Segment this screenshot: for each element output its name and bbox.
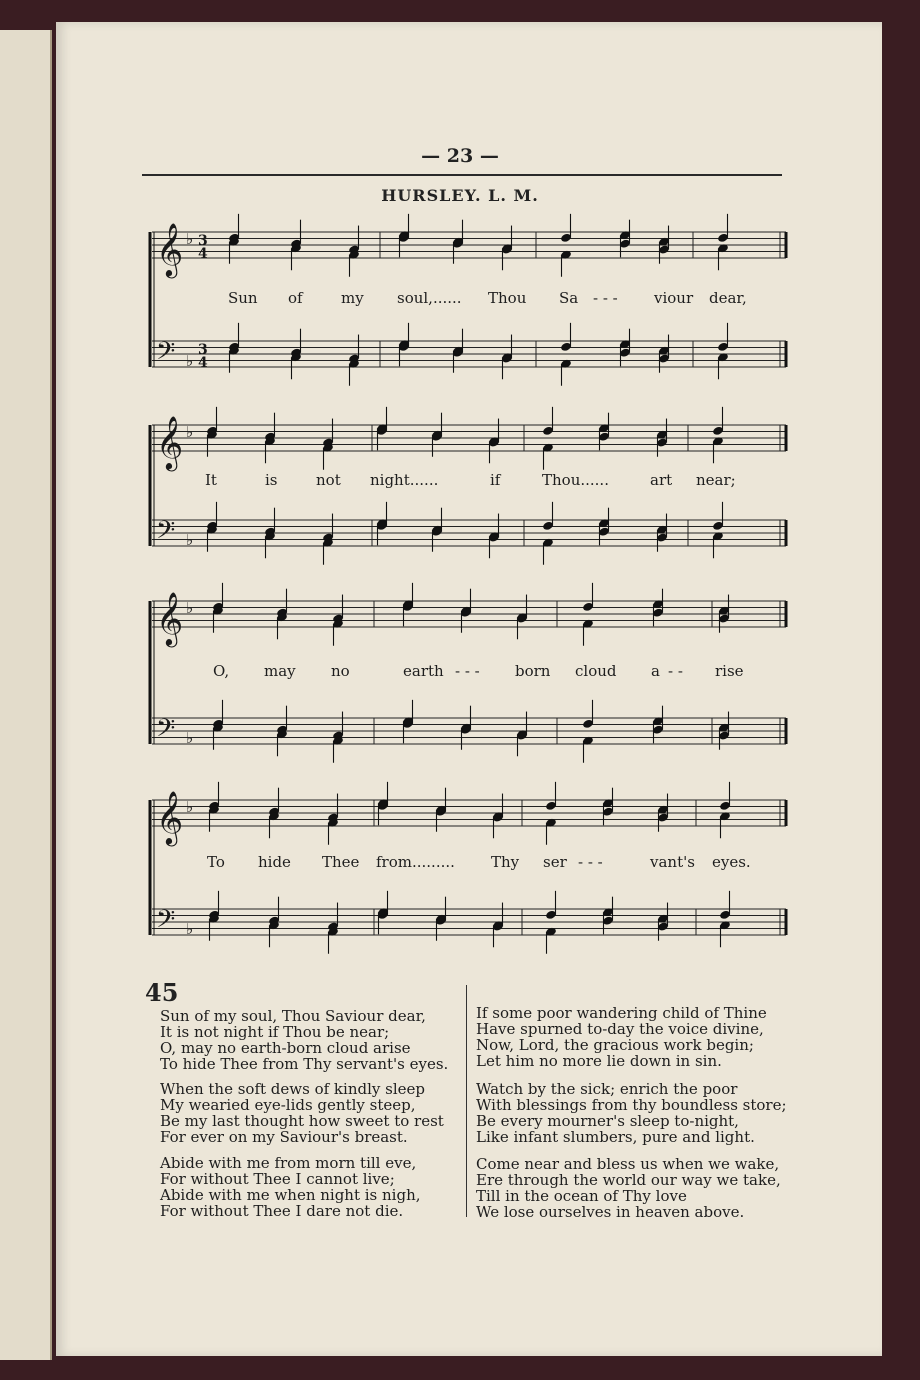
lyric-syllable: rise — [715, 662, 744, 680]
stanza-left-1 — [160, 1008, 448, 1072]
lyric-syllable: my — [341, 289, 364, 307]
verse-line: Let him no more lie down in sin. — [476, 1052, 722, 1070]
lyric-syllable: if — [490, 471, 501, 489]
verse-line: Now, Lord, the gracious work begin; — [476, 1036, 754, 1054]
lyric-syllable: - - — [668, 662, 683, 680]
verse-line: If some poor wandering child of Thine — [476, 1004, 767, 1022]
time-signature-numerator: 3 — [198, 233, 208, 249]
lyric-syllable: is — [265, 471, 278, 489]
verse-line: Like infant slumbers, pure and light. — [476, 1128, 755, 1146]
verse-line: For ever on my Saviour's breast. — [160, 1128, 408, 1146]
treble-clef-icon: 𝄞 — [156, 591, 184, 645]
lyric-syllable: - - - — [578, 853, 603, 871]
lyric-syllable: To — [207, 853, 225, 871]
lyric-syllable: not — [316, 471, 341, 489]
key-signature-flat-icon: ♭ — [186, 599, 194, 617]
verse-line: Sun of my soul, Thou Saviour dear, — [160, 1007, 426, 1025]
column-divider — [466, 985, 467, 1217]
treble-clef-icon: 𝄞 — [156, 415, 184, 469]
time-signature-denominator: 4 — [198, 246, 208, 262]
time-signature-numerator: 3 — [198, 342, 208, 358]
lyric-syllable: cloud — [575, 662, 617, 680]
verse-line: My wearied eye-lids gently steep, — [160, 1096, 416, 1114]
stanza-left-2 — [160, 1081, 444, 1145]
verse-line: It is not night if Thou be near; — [160, 1023, 390, 1041]
bass-clef-icon: 𝄢 — [156, 905, 176, 940]
key-signature-flat-icon: ♭ — [186, 352, 194, 370]
lyric-syllable: Sun — [228, 289, 258, 307]
page-number: — 23 — — [421, 145, 499, 167]
verse-line: Abide with me from morn till eve, — [160, 1154, 417, 1172]
treble-clef-icon: 𝄞 — [156, 790, 184, 844]
verse-line: Have spurned to-day the voice divine, — [476, 1020, 764, 1038]
lyric-syllable: Thy — [491, 853, 520, 871]
verse-line: O, may no earth-born cloud arise — [160, 1039, 411, 1057]
verse-line: Abide with me when night is nigh, — [160, 1186, 421, 1204]
lyric-syllable: O, — [213, 662, 230, 680]
key-signature-flat-icon: ♭ — [186, 798, 194, 816]
bass-clef-icon: 𝄢 — [156, 337, 176, 372]
lyric-syllable: earth — [403, 662, 444, 680]
key-signature-flat-icon: ♭ — [186, 531, 194, 549]
bass-clef-icon: 𝄢 — [156, 714, 176, 749]
lyric-syllable: night...... — [370, 471, 439, 489]
verse-line: Till in the ocean of Thy love — [476, 1187, 687, 1205]
verse-line: For without Thee I cannot live; — [160, 1170, 395, 1188]
stanza-right-3 — [476, 1156, 781, 1220]
stanza-right-2 — [476, 1081, 787, 1145]
time-signature-denominator: 4 — [198, 355, 208, 371]
lyric-syllable: dear, — [709, 289, 747, 307]
verse-line: Watch by the sick; enrich the poor — [476, 1080, 738, 1098]
hymn-title: HURSLEY. L. M. — [381, 186, 539, 205]
lyric-syllable: of — [288, 289, 303, 307]
key-signature-flat-icon: ♭ — [186, 729, 194, 747]
lyric-syllable: from......... — [376, 853, 455, 871]
hymn-number: 45 — [145, 978, 179, 1007]
treble-clef-icon: 𝄞 — [156, 222, 184, 276]
lyric-syllable: no — [331, 662, 350, 680]
lyric-syllable: Sa — [559, 289, 579, 307]
key-signature-flat-icon: ♭ — [186, 230, 194, 248]
lyric-syllable: born — [515, 662, 551, 680]
verse-line: To hide Thee from Thy servant's eyes. — [160, 1055, 449, 1073]
verse-line: For without Thee I dare not die. — [160, 1202, 404, 1220]
lyric-syllable: It — [205, 471, 217, 489]
lyric-syllable: vant's — [650, 853, 695, 871]
lyric-syllable: hide — [258, 853, 291, 871]
bass-clef-icon: 𝄢 — [156, 516, 176, 551]
lyric-syllable: ser — [543, 853, 567, 871]
stanza-left-3 — [160, 1155, 421, 1219]
lyric-syllable: Thou — [488, 289, 527, 307]
verse-line: Ere through the world our way we take, — [476, 1171, 781, 1189]
verse-line: When the soft dews of kindly sleep — [160, 1080, 425, 1098]
lyric-syllable: Thee — [322, 853, 360, 871]
lyric-syllable: - - - — [455, 662, 480, 680]
lyric-syllable: eyes. — [712, 853, 751, 871]
lyric-syllable: near; — [696, 471, 736, 489]
lyric-syllable: Thou...... — [542, 471, 609, 489]
verse-line: With blessings from thy boundless store; — [476, 1096, 787, 1114]
verse-line: Come near and bless us when we wake, — [476, 1155, 780, 1173]
lyric-syllable: may — [264, 662, 296, 680]
lyric-syllable: a — [651, 662, 660, 680]
key-signature-flat-icon: ♭ — [186, 920, 194, 938]
verse-line: We lose ourselves in heaven above. — [476, 1203, 745, 1221]
key-signature-flat-icon: ♭ — [186, 423, 194, 441]
stanza-right-1 — [476, 1005, 767, 1069]
verse-line: Be every mourner's sleep to-night, — [476, 1112, 739, 1130]
verse-line: Be my last thought how sweet to rest — [160, 1112, 444, 1130]
lyric-syllable: soul,...... — [397, 289, 462, 307]
lyric-syllable: viour — [654, 289, 694, 307]
lyric-syllable: - - - — [593, 289, 618, 307]
lyric-syllable: art — [650, 471, 673, 489]
